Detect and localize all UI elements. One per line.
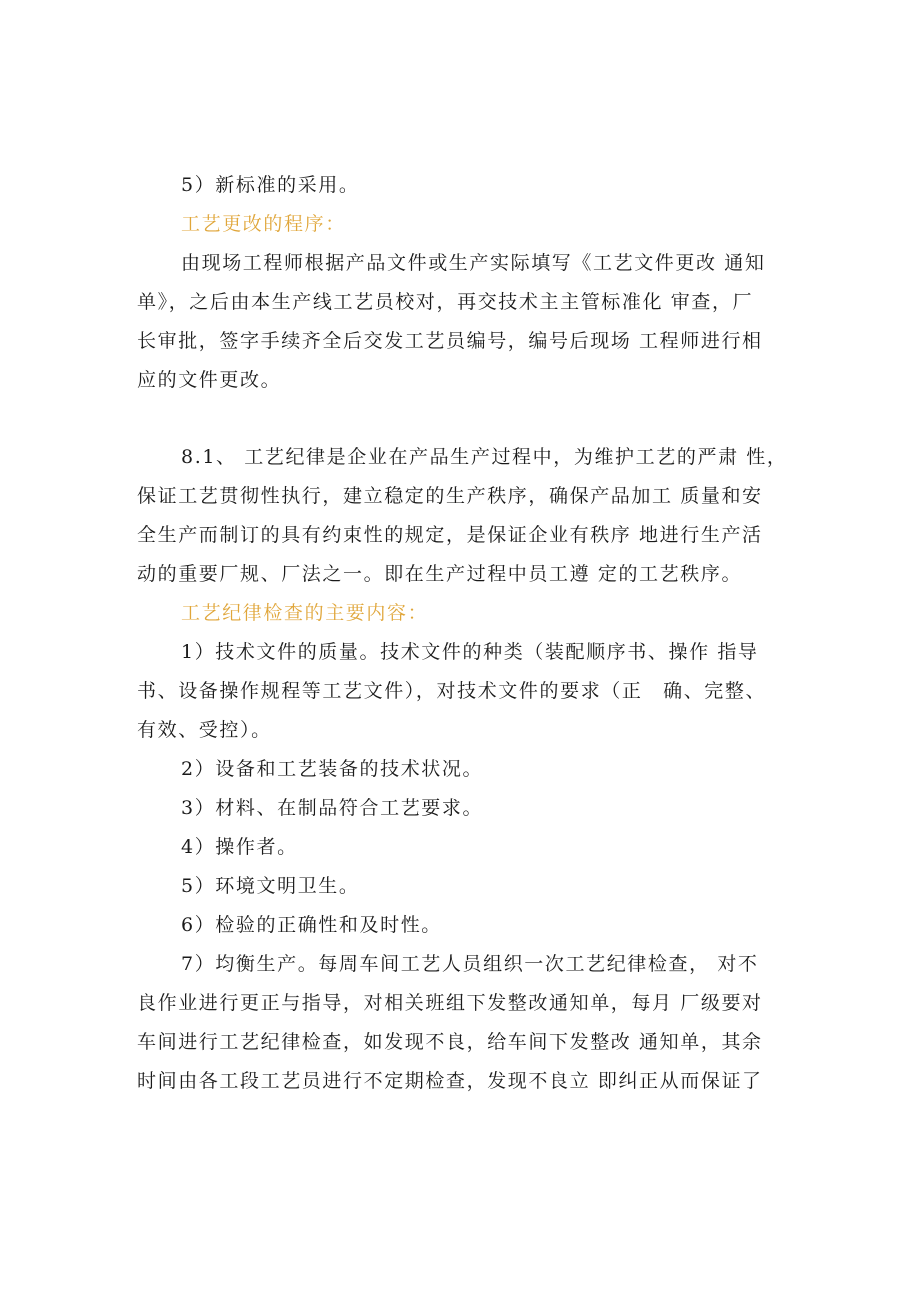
list-item-balanced-production-cont: 时间由各工段工艺员进行不定期检查，发现不良立 即纠正从而保证了 <box>137 1070 763 1092</box>
list-item-equipment: 2）设备和工艺装备的技术状况。 <box>181 758 484 780</box>
paragraph-line: 全生产而制订的具有约束性的规定，是保证企业有秩序 地进行生产活 <box>137 524 763 546</box>
list-item-tech-docs-cont: 有效、受控）。 <box>137 719 272 741</box>
paragraph-line: 保证工艺贯彻性执行，建立稳定的生产秩序，确保产品加工 质量和安 <box>137 485 763 507</box>
list-item-balanced-production-cont: 良作业进行更正与指导，对相关班组下发整改通知单，每月 厂级要对 <box>137 992 763 1014</box>
paragraph-line: 动的重要厂规、厂法之一。即在生产过程中员工遵 定的工艺秩序。 <box>137 563 743 585</box>
paragraph-line: 8.1、 工艺纪律是企业在产品生产过程中，为维护工艺的严肃 性， <box>181 446 788 468</box>
paragraph-line: 长审批，签字手续齐全后交发工艺员编号，编号后现场 工程师进行相 <box>137 330 763 352</box>
document-body <box>137 166 787 1101</box>
list-item-new-standard: 5）新标准的采用。 <box>181 174 360 196</box>
list-item-balanced-production-cont: 车间进行工艺纪律检查，如发现不良，给车间下发整改 通知单，其余 <box>137 1031 763 1053</box>
list-item-inspection: 6）检验的正确性和及时性。 <box>181 914 442 936</box>
section-heading-inspection-content: 工艺纪律检查的主要内容： <box>181 602 429 624</box>
paragraph-line: 由现场工程师根据产品文件或生产实际填写《工艺文件更改 通知 <box>181 252 766 274</box>
list-item-tech-docs-cont: 书、设备操作规程等工艺文件），对技术文件的要求（正 确、完整、 <box>137 680 767 702</box>
list-item-materials: 3）材料、在制品符合工艺要求。 <box>181 797 484 819</box>
paragraph-line: 应的文件更改。 <box>137 369 282 391</box>
section-heading-change-procedure: 工艺更改的程序： <box>181 213 346 235</box>
list-item-environment: 5）环境文明卫生。 <box>181 875 360 897</box>
list-item-tech-docs: 1）技术文件的质量。技术文件的种类（装配顺序书、操作 指导 <box>181 641 759 663</box>
paragraph-line: 单》，之后由本生产线工艺员校对，再交技术主主管标准化 审查，厂 <box>137 291 754 313</box>
list-item-balanced-production: 7）均衡生产。每周车间工艺人员组织一次工艺纪律检查， 对不 <box>181 953 759 975</box>
list-item-operator: 4）操作者。 <box>181 836 298 858</box>
paragraph-gap <box>137 400 787 438</box>
